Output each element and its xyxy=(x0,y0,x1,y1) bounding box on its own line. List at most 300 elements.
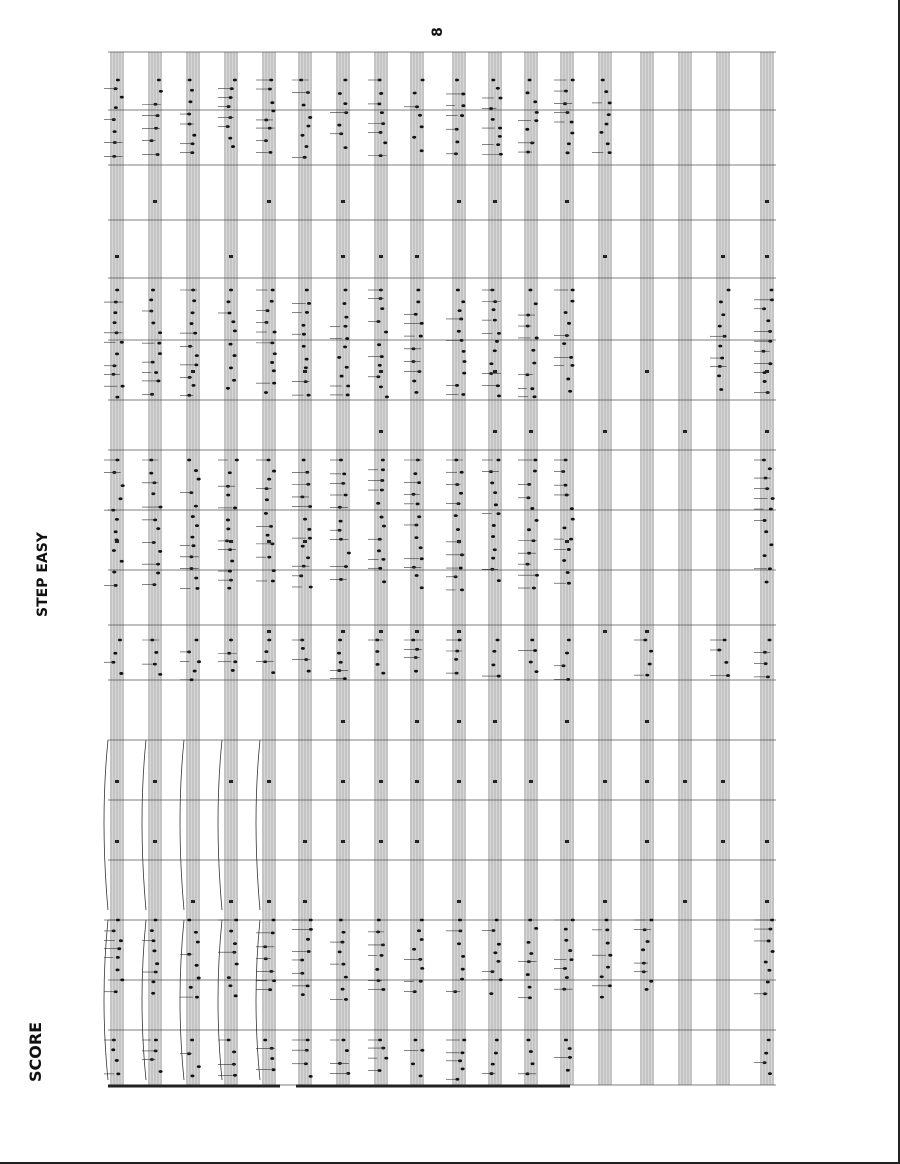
rest xyxy=(493,720,497,723)
note-head xyxy=(529,661,533,664)
note-head xyxy=(233,329,237,332)
note-head xyxy=(768,1072,772,1075)
rest xyxy=(493,200,497,203)
note-head xyxy=(306,938,310,941)
note-head xyxy=(342,302,346,305)
rest xyxy=(493,780,497,783)
note-head xyxy=(457,942,461,945)
note-head xyxy=(376,502,380,505)
note-head xyxy=(412,380,416,383)
note-head xyxy=(415,574,419,577)
note-head xyxy=(113,652,117,655)
note-head xyxy=(414,391,418,394)
rest xyxy=(415,720,419,723)
note-head xyxy=(565,976,569,979)
note-head xyxy=(151,322,155,325)
note-head xyxy=(491,557,495,560)
note-head xyxy=(341,963,345,966)
note-head xyxy=(416,502,420,505)
note-head xyxy=(533,459,537,462)
note-head xyxy=(493,319,497,322)
note-head xyxy=(154,371,158,374)
note-head xyxy=(460,589,464,592)
note-head xyxy=(641,948,645,951)
note-head xyxy=(766,981,770,984)
note-head xyxy=(608,954,612,957)
note-head xyxy=(770,919,774,922)
note-head xyxy=(567,322,571,325)
note-head xyxy=(414,670,418,673)
note-head xyxy=(567,548,571,551)
note-head xyxy=(493,548,497,551)
note-head xyxy=(455,141,459,144)
note-head xyxy=(494,1052,498,1055)
note-head xyxy=(454,658,458,661)
note-head xyxy=(226,387,230,390)
rest xyxy=(493,370,497,373)
note-head xyxy=(226,300,230,303)
note-head xyxy=(226,528,230,531)
note-head xyxy=(151,289,155,292)
note-head xyxy=(194,363,198,366)
note-head xyxy=(534,119,538,122)
rest xyxy=(191,370,195,373)
note-head xyxy=(562,559,566,562)
note-head xyxy=(113,311,117,314)
note-head xyxy=(570,300,574,303)
note-head xyxy=(194,505,198,508)
note-head xyxy=(194,469,198,472)
note-head xyxy=(458,1059,462,1062)
note-head xyxy=(118,639,122,642)
note-head xyxy=(302,345,306,348)
note-head xyxy=(528,79,532,82)
note-head xyxy=(273,352,277,355)
note-head xyxy=(532,395,536,398)
note-head xyxy=(645,988,649,991)
note-head xyxy=(195,587,199,590)
note-head xyxy=(267,556,271,559)
note-head xyxy=(377,343,381,346)
note-head xyxy=(308,537,312,540)
note-head xyxy=(231,145,235,148)
note-head xyxy=(302,333,306,336)
note-head xyxy=(191,311,195,314)
note-head xyxy=(563,967,567,970)
note-head xyxy=(301,545,305,548)
note-head xyxy=(456,528,460,531)
note-head xyxy=(417,929,421,932)
note-head xyxy=(455,384,459,387)
note-head xyxy=(420,557,424,560)
note-head xyxy=(272,382,276,385)
note-head xyxy=(120,560,124,563)
rest xyxy=(379,430,383,433)
note-head xyxy=(768,567,772,570)
note-head xyxy=(413,472,417,475)
note-head xyxy=(526,91,530,94)
note-head xyxy=(188,79,192,82)
note-head xyxy=(764,1052,768,1055)
rest xyxy=(603,900,607,903)
note-head xyxy=(233,660,237,663)
note-head xyxy=(263,1039,267,1042)
note-head xyxy=(420,1049,424,1052)
note-head xyxy=(417,515,421,518)
note-head xyxy=(377,919,381,922)
note-head xyxy=(304,145,308,148)
note-head xyxy=(649,980,653,983)
note-head xyxy=(379,385,383,388)
note-head xyxy=(496,459,500,462)
rest xyxy=(267,630,271,633)
note-head xyxy=(767,969,771,972)
note-head xyxy=(535,519,539,522)
note-head xyxy=(606,966,610,969)
rest xyxy=(721,255,725,258)
note-head xyxy=(497,579,501,582)
note-head xyxy=(271,289,275,292)
note-head xyxy=(307,302,311,305)
note-head xyxy=(600,996,604,999)
note-head xyxy=(528,919,532,922)
note-head xyxy=(114,530,118,533)
note-head xyxy=(228,471,232,474)
note-head xyxy=(115,396,119,399)
note-head xyxy=(339,459,343,462)
note-head xyxy=(566,151,570,154)
note-head xyxy=(461,955,465,958)
note-head xyxy=(495,919,499,922)
note-head xyxy=(600,975,604,978)
note-head xyxy=(344,565,348,568)
rest xyxy=(645,780,649,783)
note-head xyxy=(193,670,197,673)
note-head xyxy=(268,151,272,154)
note-head xyxy=(571,919,575,922)
note-head xyxy=(497,512,501,515)
note-head xyxy=(301,993,305,996)
note-head xyxy=(721,313,725,316)
note-head xyxy=(719,301,723,304)
note-head xyxy=(381,459,385,462)
note-head xyxy=(197,478,201,481)
note-head xyxy=(346,385,350,388)
rest xyxy=(683,900,687,903)
note-head xyxy=(531,349,535,352)
note-head xyxy=(229,930,233,933)
note-head xyxy=(342,472,346,475)
note-head xyxy=(301,647,305,650)
note-head xyxy=(115,289,119,292)
note-head xyxy=(496,639,500,642)
note-head xyxy=(420,322,424,325)
note-head xyxy=(306,556,310,559)
note-head xyxy=(571,289,575,292)
note-head xyxy=(454,514,458,517)
note-head xyxy=(232,1050,236,1053)
note-head xyxy=(456,289,460,292)
note-head xyxy=(116,1072,120,1075)
note-head xyxy=(154,1039,158,1042)
rest xyxy=(721,780,725,783)
note-head xyxy=(605,919,609,922)
note-head xyxy=(306,984,310,987)
note-head xyxy=(570,132,574,135)
note-head xyxy=(764,530,768,533)
note-head xyxy=(308,116,312,119)
note-head xyxy=(599,131,603,134)
note-head xyxy=(270,1057,274,1060)
note-head xyxy=(375,968,379,971)
rest xyxy=(765,255,769,258)
note-head xyxy=(190,536,194,539)
note-head xyxy=(646,940,650,943)
note-head xyxy=(606,142,610,145)
note-head xyxy=(571,518,575,521)
note-head xyxy=(309,1075,313,1078)
note-head xyxy=(264,391,268,394)
note-head xyxy=(153,663,157,666)
note-head xyxy=(460,978,464,981)
rest xyxy=(341,255,345,258)
note-head xyxy=(195,354,199,357)
note-head xyxy=(530,639,534,642)
note-head xyxy=(345,366,349,369)
note-head xyxy=(230,560,234,563)
note-head xyxy=(769,543,773,546)
note-head xyxy=(233,79,237,82)
note-head xyxy=(376,663,380,666)
note-head xyxy=(459,567,463,570)
note-head xyxy=(763,554,767,557)
note-head xyxy=(158,673,162,676)
note-head xyxy=(462,1039,466,1042)
rest xyxy=(415,840,419,843)
rest xyxy=(765,840,769,843)
rest xyxy=(267,200,271,203)
note-head xyxy=(535,337,539,340)
rest xyxy=(303,840,307,843)
note-head xyxy=(233,1074,237,1077)
rest xyxy=(645,720,649,723)
note-head xyxy=(346,394,350,397)
note-head xyxy=(272,979,276,982)
note-head xyxy=(192,134,196,137)
note-head xyxy=(377,549,381,552)
note-head xyxy=(606,942,610,945)
note-head xyxy=(455,1078,459,1081)
note-head xyxy=(495,340,499,343)
rest xyxy=(303,370,307,373)
note-head xyxy=(495,1039,499,1042)
note-head xyxy=(533,649,537,652)
note-head xyxy=(158,352,162,355)
note-head xyxy=(413,1039,417,1042)
note-head xyxy=(491,535,495,538)
note-head xyxy=(344,316,348,319)
note-head xyxy=(764,961,768,964)
note-head xyxy=(306,1039,310,1042)
note-head xyxy=(604,90,608,93)
note-head xyxy=(570,364,574,367)
note-head xyxy=(413,92,417,95)
note-head xyxy=(115,1059,119,1062)
note-head xyxy=(267,478,271,481)
note-head xyxy=(720,357,724,360)
note-head xyxy=(418,114,422,117)
note-head xyxy=(272,470,276,473)
note-head xyxy=(458,309,462,312)
note-head xyxy=(460,471,464,474)
note-head xyxy=(120,96,124,99)
note-head xyxy=(648,663,652,666)
note-head xyxy=(529,1050,533,1053)
rest xyxy=(115,540,119,543)
note-head xyxy=(111,1048,115,1051)
note-head xyxy=(190,678,194,681)
note-head xyxy=(381,988,385,991)
note-head xyxy=(498,97,502,100)
note-head xyxy=(768,639,772,642)
note-head xyxy=(568,949,572,952)
note-head xyxy=(528,986,532,989)
note-head xyxy=(492,650,496,653)
note-head xyxy=(343,102,347,105)
note-head xyxy=(535,574,539,577)
note-head xyxy=(116,956,120,959)
note-head xyxy=(489,992,493,995)
note-head xyxy=(490,481,494,484)
rest xyxy=(341,630,345,633)
note-head xyxy=(493,951,497,954)
note-head xyxy=(383,141,387,144)
note-head xyxy=(121,385,125,388)
note-head xyxy=(344,494,348,497)
rest xyxy=(529,780,533,783)
note-head xyxy=(530,507,534,510)
rest xyxy=(765,900,769,903)
note-head xyxy=(608,151,612,154)
note-head xyxy=(116,969,120,972)
note-head xyxy=(491,664,495,667)
note-head xyxy=(305,289,309,292)
rest xyxy=(415,780,419,783)
rest xyxy=(115,780,119,783)
note-head xyxy=(159,90,163,93)
note-head xyxy=(272,569,276,572)
note-head xyxy=(113,321,117,324)
rest xyxy=(565,200,569,203)
note-head xyxy=(412,136,416,139)
note-head xyxy=(460,114,464,117)
note-head xyxy=(419,546,423,549)
note-head xyxy=(272,369,276,372)
note-head xyxy=(570,507,574,510)
note-head xyxy=(118,497,122,500)
note-head xyxy=(718,345,722,348)
note-head xyxy=(607,113,611,116)
note-head xyxy=(271,580,275,583)
note-head xyxy=(718,325,722,328)
score-label: SCORE xyxy=(26,1021,45,1082)
note-head xyxy=(458,639,462,642)
note-head xyxy=(270,300,274,303)
note-head xyxy=(412,948,416,951)
note-head xyxy=(567,639,571,642)
note-head xyxy=(303,518,307,521)
note-head xyxy=(227,976,231,979)
rest xyxy=(229,900,233,903)
note-head xyxy=(771,497,775,500)
rest xyxy=(379,255,383,258)
note-head xyxy=(190,322,194,325)
note-head xyxy=(195,996,199,999)
rest xyxy=(765,200,769,203)
note-head xyxy=(569,958,573,961)
note-head xyxy=(264,650,268,653)
note-head xyxy=(307,950,311,953)
note-head xyxy=(156,380,160,383)
note-head xyxy=(494,503,498,506)
note-head xyxy=(526,973,530,976)
note-head xyxy=(195,524,199,527)
note-head xyxy=(273,331,277,334)
rest xyxy=(341,720,345,723)
note-head xyxy=(420,586,424,589)
note-head xyxy=(564,928,568,931)
note-head xyxy=(229,343,233,346)
note-head xyxy=(717,374,721,377)
note-head xyxy=(307,528,311,531)
note-head xyxy=(457,330,461,333)
note-head xyxy=(233,506,237,509)
note-head xyxy=(416,301,420,304)
note-head xyxy=(114,990,118,993)
note-head xyxy=(534,302,538,305)
note-head xyxy=(158,331,162,334)
rest xyxy=(645,630,649,633)
note-head xyxy=(153,919,157,922)
note-head xyxy=(187,459,191,462)
rest xyxy=(683,780,687,783)
note-head xyxy=(564,311,568,314)
note-head xyxy=(769,508,773,511)
note-head xyxy=(156,572,160,575)
note-head xyxy=(499,978,503,981)
note-head xyxy=(119,939,123,942)
note-head xyxy=(491,79,495,82)
note-head xyxy=(155,962,159,965)
note-head xyxy=(380,307,384,310)
note-head xyxy=(562,526,566,529)
note-head xyxy=(771,950,775,953)
note-head xyxy=(232,379,236,382)
note-head xyxy=(115,518,119,521)
rest xyxy=(565,840,569,843)
note-head xyxy=(151,492,155,495)
note-head xyxy=(234,919,238,922)
note-head xyxy=(605,928,609,931)
note-head xyxy=(151,980,155,983)
rest xyxy=(603,780,607,783)
note-head xyxy=(117,947,121,950)
note-head xyxy=(724,661,728,664)
note-head xyxy=(381,672,385,675)
rest xyxy=(191,900,195,903)
rest xyxy=(115,255,119,258)
rest xyxy=(683,430,687,433)
